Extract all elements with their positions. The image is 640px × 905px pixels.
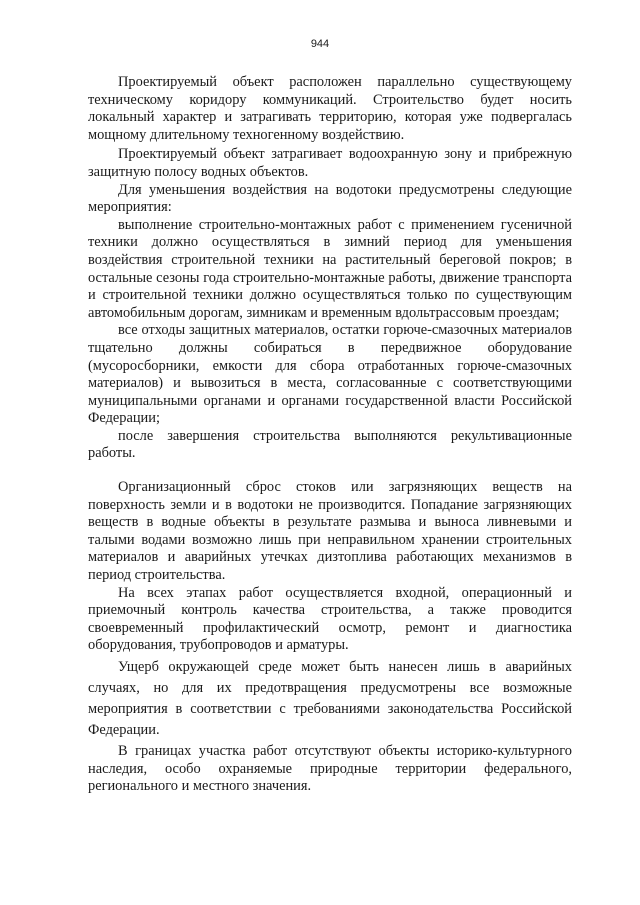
paragraph-6: Ущерб окружающей среде может быть нанесен лишь в аварийных случаях, но для их предотвращения предусмотрены все возможные мероприятия в соответствии с требованиями законодательства Российской Федерации.: [88, 659, 572, 738]
page-number: 944: [310, 38, 330, 50]
paragraph-4: Организационный сброс стоков или загрязняющих веществ на поверхность земли и в водотоки не производится. Попадание загрязняющих веществ в водные объекты в результате размыва и выноса ливневыми и талыми водами возможно лишь при неправильном хранении строительных материалов и аварийных утечках дизтоплива работающих механизмов в период строительства.: [88, 479, 572, 584]
paragraph-1: Проектируемый объект расположен параллельно существующему техническому коридору коммуникаций. Строительство будет носить локальный характер и затрагивать территорию, которая уже подвергалась мощному длительному техногенному воздействию.: [88, 74, 572, 143]
paragraph-7: В границах участка работ отсутствуют объекты историко-культурного наследия, особо охраняемые природные территории федерального, регионального и местного значения.: [88, 743, 572, 795]
paragraph-2: Проектируемый объект затрагивает водоохранную зону и прибрежную защитную полосу водных объектов.: [88, 146, 572, 180]
list-item-2: все отходы защитных материалов, остатки горюче-смазочных материалов тщательно должны собираться в передвижное оборудование (мусоросборники, емкости для сбора отработанных горюче-смазочных материалов) и вывозиться в места, согласованные с соответствующими муниципальными органами и органами государственной власти Российской Федерации;: [88, 322, 572, 427]
document-body: [88, 74, 572, 796]
list-item-3: после завершения строительства выполняются рекультивационные работы.: [88, 427, 572, 462]
paragraph-5: На всех этапах работ осуществляется входной, операционный и приемочный контроль качества строительства, а также проводится своевременный профилактический осмотр, ремонт и диагностика оборудования, трубопроводов и арматуры.: [88, 584, 572, 654]
paragraph-3: Для уменьшения воздействия на водотоки предусмотрены следующие мероприятия:: [88, 181, 572, 216]
list-item-1: выполнение строительно-монтажных работ с применением гусеничной техники должно осуществляться в зимний период для уменьшения воздействия строительной техники на растительный береговой покров; в остальные сезоны года строительно-монтажные работы, движение транспорта и строительной техники должно осуществляться только по существующим автомобильным дорогам, зимникам и временным вдольтрассовым проездам;: [88, 216, 572, 321]
